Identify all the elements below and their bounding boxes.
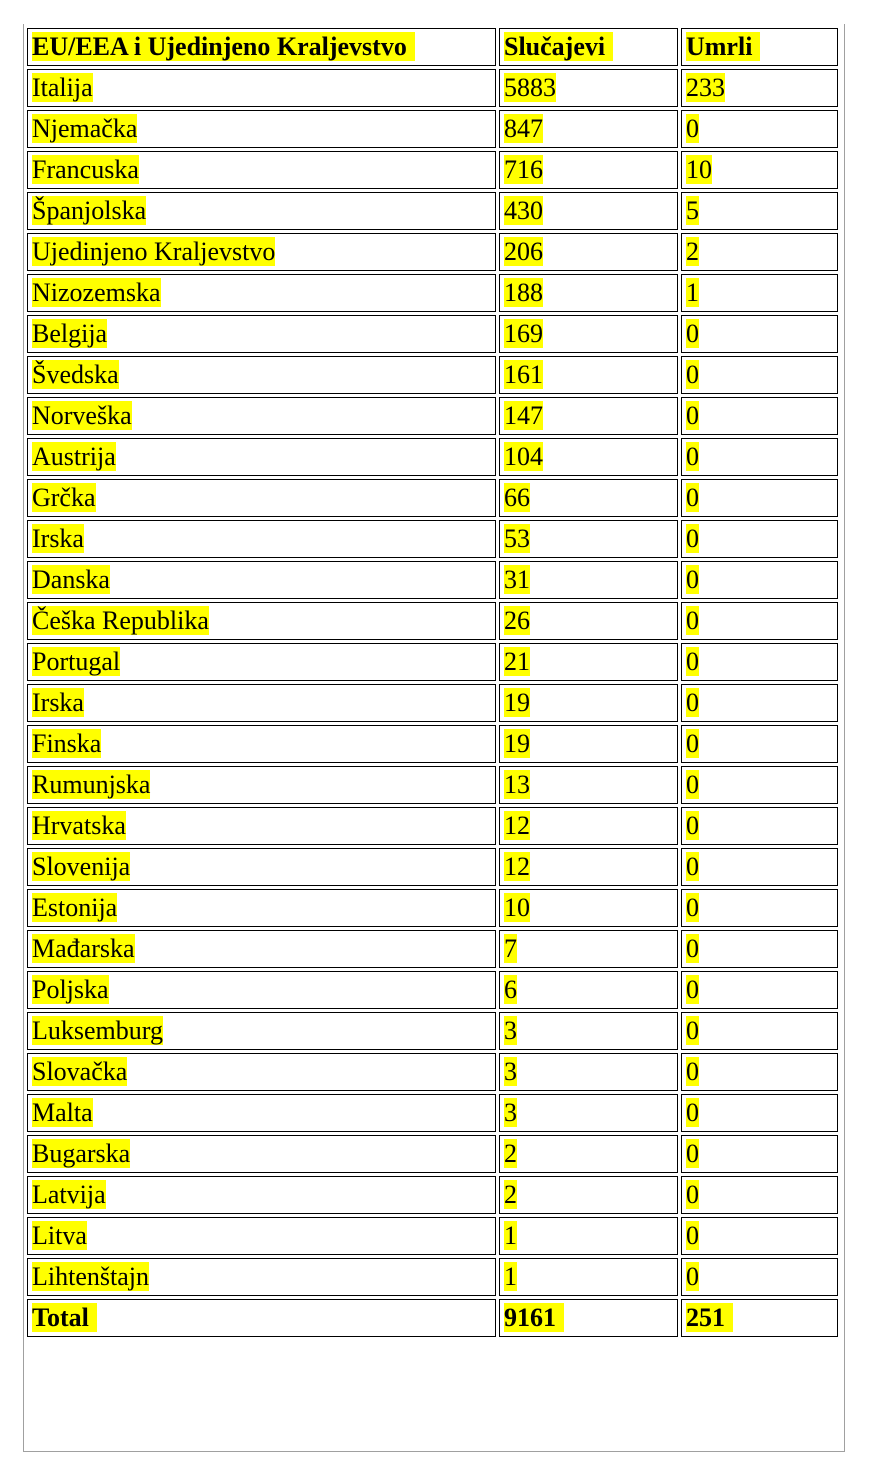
cases-cell bbox=[499, 1012, 678, 1050]
country-cell bbox=[27, 1053, 496, 1091]
table-row bbox=[27, 397, 838, 435]
deaths-cell bbox=[681, 151, 838, 189]
deaths-value: 233 bbox=[686, 73, 725, 102]
deaths-value: 2 bbox=[686, 237, 699, 266]
deaths-cell bbox=[681, 479, 838, 517]
deaths-value: 0 bbox=[686, 1098, 699, 1127]
cases-value: 31 bbox=[504, 565, 530, 594]
deaths-cell bbox=[681, 1094, 838, 1132]
deaths-value: 0 bbox=[686, 647, 699, 676]
cases-cell bbox=[499, 274, 678, 312]
deaths-value: 0 bbox=[686, 524, 699, 553]
deaths-cell bbox=[681, 274, 838, 312]
table-row bbox=[27, 1012, 838, 1050]
country-value: Hrvatska bbox=[32, 811, 126, 840]
deaths-cell bbox=[681, 438, 838, 476]
deaths-value: 0 bbox=[686, 975, 699, 1004]
country-cell bbox=[27, 233, 496, 271]
country-value: Estonija bbox=[32, 893, 118, 922]
deaths-cell bbox=[681, 1012, 838, 1050]
country-cell bbox=[27, 643, 496, 681]
country-cell bbox=[27, 889, 496, 927]
deaths-cell bbox=[681, 889, 838, 927]
country-value: Slovenija bbox=[32, 852, 131, 881]
cases-value: 430 bbox=[504, 196, 543, 225]
table-row bbox=[27, 643, 838, 681]
deaths-value: 0 bbox=[686, 1057, 699, 1086]
deaths-cell bbox=[681, 192, 838, 230]
cases-value: 3 bbox=[504, 1098, 517, 1127]
cases-value: 188 bbox=[504, 278, 543, 307]
deaths-cell bbox=[681, 684, 838, 722]
total-deaths: 251 bbox=[686, 1303, 733, 1332]
cases-value: 2 bbox=[504, 1139, 517, 1168]
table-row bbox=[27, 725, 838, 763]
deaths-value: 0 bbox=[686, 770, 699, 799]
cases-cell bbox=[499, 684, 678, 722]
deaths-value: 0 bbox=[686, 934, 699, 963]
table-row bbox=[27, 1176, 838, 1214]
table-row bbox=[27, 971, 838, 1009]
country-cell bbox=[27, 397, 496, 435]
table-row bbox=[27, 69, 838, 107]
country-value: Švedska bbox=[32, 360, 119, 389]
cases-value: 161 bbox=[504, 360, 543, 389]
total-cases-cell bbox=[499, 1299, 678, 1337]
deaths-value: 0 bbox=[686, 1016, 699, 1045]
country-cell bbox=[27, 438, 496, 476]
deaths-value: 5 bbox=[686, 196, 699, 225]
deaths-value: 0 bbox=[686, 893, 699, 922]
country-cell bbox=[27, 315, 496, 353]
country-value: Poljska bbox=[32, 975, 109, 1004]
deaths-value: 0 bbox=[686, 401, 699, 430]
cases-value: 19 bbox=[504, 729, 530, 758]
deaths-cell bbox=[681, 110, 838, 148]
cases-cell bbox=[499, 397, 678, 435]
country-value: Njemačka bbox=[32, 114, 138, 143]
table-total-row bbox=[27, 1299, 838, 1337]
table-row bbox=[27, 520, 838, 558]
deaths-value: 1 bbox=[686, 278, 699, 307]
country-cell bbox=[27, 151, 496, 189]
country-cell bbox=[27, 1217, 496, 1255]
country-value: Irska bbox=[32, 524, 84, 553]
cases-cell bbox=[499, 315, 678, 353]
deaths-cell bbox=[681, 233, 838, 271]
table-container bbox=[23, 24, 845, 1452]
table-row bbox=[27, 848, 838, 886]
cases-cell bbox=[499, 971, 678, 1009]
deaths-cell bbox=[681, 315, 838, 353]
cases-value: 847 bbox=[504, 114, 543, 143]
country-cell bbox=[27, 520, 496, 558]
country-cell bbox=[27, 356, 496, 394]
cases-value: 147 bbox=[504, 401, 543, 430]
table-row bbox=[27, 356, 838, 394]
cases-value: 716 bbox=[504, 155, 543, 184]
cases-value: 3 bbox=[504, 1016, 517, 1045]
cases-cell bbox=[499, 1053, 678, 1091]
table-row bbox=[27, 151, 838, 189]
deaths-cell bbox=[681, 356, 838, 394]
cases-cell bbox=[499, 110, 678, 148]
cases-value: 6 bbox=[504, 975, 517, 1004]
deaths-cell bbox=[681, 930, 838, 968]
country-value: Češka Republika bbox=[32, 606, 209, 635]
table-row bbox=[27, 1258, 838, 1296]
cases-cell bbox=[499, 1258, 678, 1296]
deaths-value: 0 bbox=[686, 852, 699, 881]
country-value: Nizozemska bbox=[32, 278, 161, 307]
deaths-cell bbox=[681, 971, 838, 1009]
deaths-value: 0 bbox=[686, 360, 699, 389]
cases-value: 66 bbox=[504, 483, 530, 512]
country-cell bbox=[27, 1012, 496, 1050]
deaths-value: 0 bbox=[686, 483, 699, 512]
cases-value: 7 bbox=[504, 934, 517, 963]
table-row bbox=[27, 807, 838, 845]
cases-value: 1 bbox=[504, 1262, 517, 1291]
country-value: Slovačka bbox=[32, 1057, 128, 1086]
header-country-label: EU/EEA i Ujedinjeno Kraljevstvo bbox=[32, 32, 415, 61]
cases-value: 12 bbox=[504, 811, 530, 840]
table-row bbox=[27, 1217, 838, 1255]
country-cell bbox=[27, 69, 496, 107]
country-value: Španjolska bbox=[32, 196, 147, 225]
deaths-cell bbox=[681, 397, 838, 435]
cases-value: 19 bbox=[504, 688, 530, 717]
cases-cell bbox=[499, 520, 678, 558]
cases-value: 21 bbox=[504, 647, 530, 676]
country-cell bbox=[27, 274, 496, 312]
cases-cell bbox=[499, 1176, 678, 1214]
table-row bbox=[27, 1135, 838, 1173]
table-header-row bbox=[27, 28, 838, 66]
country-value: Norveška bbox=[32, 401, 132, 430]
cases-cell bbox=[499, 1094, 678, 1132]
country-cell bbox=[27, 110, 496, 148]
table-row bbox=[27, 1094, 838, 1132]
country-value: Luksemburg bbox=[32, 1016, 163, 1045]
cases-value: 206 bbox=[504, 237, 543, 266]
header-cases-cell bbox=[499, 28, 678, 66]
cases-cell bbox=[499, 602, 678, 640]
country-value: Latvija bbox=[32, 1180, 106, 1209]
cases-value: 169 bbox=[504, 319, 543, 348]
country-cell bbox=[27, 1094, 496, 1132]
country-cell bbox=[27, 602, 496, 640]
cases-value: 2 bbox=[504, 1180, 517, 1209]
total-cases: 9161 bbox=[504, 1303, 564, 1332]
deaths-cell bbox=[681, 1053, 838, 1091]
total-label: Total bbox=[32, 1303, 97, 1332]
cases-cell bbox=[499, 889, 678, 927]
header-deaths-label: Umrli bbox=[686, 32, 760, 61]
deaths-cell bbox=[681, 1217, 838, 1255]
table-row bbox=[27, 561, 838, 599]
table-row bbox=[27, 110, 838, 148]
header-country-cell bbox=[27, 28, 496, 66]
country-value: Finska bbox=[32, 729, 102, 758]
cases-value: 12 bbox=[504, 852, 530, 881]
table-row bbox=[27, 684, 838, 722]
deaths-value: 0 bbox=[686, 1262, 699, 1291]
country-value: Portugal bbox=[32, 647, 121, 676]
cases-cell bbox=[499, 438, 678, 476]
deaths-value: 0 bbox=[686, 729, 699, 758]
country-cell bbox=[27, 684, 496, 722]
country-cell bbox=[27, 971, 496, 1009]
table-row bbox=[27, 192, 838, 230]
deaths-value: 0 bbox=[686, 1221, 699, 1250]
cases-cell bbox=[499, 479, 678, 517]
country-value: Grčka bbox=[32, 483, 96, 512]
deaths-cell bbox=[681, 643, 838, 681]
cases-value: 1 bbox=[504, 1221, 517, 1250]
country-value: Italija bbox=[32, 73, 93, 102]
deaths-cell bbox=[681, 766, 838, 804]
country-value: Bugarska bbox=[32, 1139, 131, 1168]
deaths-value: 0 bbox=[686, 606, 699, 635]
country-cell bbox=[27, 848, 496, 886]
deaths-cell bbox=[681, 69, 838, 107]
deaths-value: 0 bbox=[686, 1180, 699, 1209]
deaths-value: 0 bbox=[686, 114, 699, 143]
deaths-value: 0 bbox=[686, 1139, 699, 1168]
cases-value: 3 bbox=[504, 1057, 517, 1086]
cases-cell bbox=[499, 192, 678, 230]
deaths-value: 0 bbox=[686, 565, 699, 594]
table-row bbox=[27, 479, 838, 517]
deaths-value: 0 bbox=[686, 688, 699, 717]
cases-value: 5883 bbox=[504, 73, 556, 102]
country-cell bbox=[27, 479, 496, 517]
country-cell bbox=[27, 561, 496, 599]
table-row bbox=[27, 233, 838, 271]
country-cell bbox=[27, 807, 496, 845]
country-value: Irska bbox=[32, 688, 84, 717]
deaths-cell bbox=[681, 1135, 838, 1173]
cases-cell bbox=[499, 1217, 678, 1255]
deaths-cell bbox=[681, 561, 838, 599]
cases-cell bbox=[499, 69, 678, 107]
country-value: Lihtenštajn bbox=[32, 1262, 149, 1291]
cases-cell bbox=[499, 766, 678, 804]
cases-cell bbox=[499, 643, 678, 681]
country-value: Danska bbox=[32, 565, 110, 594]
deaths-cell bbox=[681, 520, 838, 558]
cases-cell bbox=[499, 233, 678, 271]
deaths-value: 0 bbox=[686, 319, 699, 348]
deaths-cell bbox=[681, 1176, 838, 1214]
cases-value: 10 bbox=[504, 893, 530, 922]
cases-cell bbox=[499, 807, 678, 845]
deaths-value: 0 bbox=[686, 442, 699, 471]
header-deaths-cell bbox=[681, 28, 838, 66]
country-value: Malta bbox=[32, 1098, 93, 1127]
country-cell bbox=[27, 766, 496, 804]
deaths-cell bbox=[681, 725, 838, 763]
header-cases-label: Slučajevi bbox=[504, 32, 613, 61]
total-deaths-cell bbox=[681, 1299, 838, 1337]
cases-cell bbox=[499, 151, 678, 189]
total-label-cell bbox=[27, 1299, 496, 1337]
table-row bbox=[27, 438, 838, 476]
country-cell bbox=[27, 1135, 496, 1173]
country-value: Litva bbox=[32, 1221, 87, 1250]
table-row bbox=[27, 274, 838, 312]
table-row bbox=[27, 930, 838, 968]
country-cell bbox=[27, 1258, 496, 1296]
country-cell bbox=[27, 1176, 496, 1214]
cases-value: 53 bbox=[504, 524, 530, 553]
deaths-cell bbox=[681, 807, 838, 845]
country-value: Mađarska bbox=[32, 934, 135, 963]
cases-table bbox=[24, 25, 841, 1340]
country-cell bbox=[27, 725, 496, 763]
country-value: Belgija bbox=[32, 319, 108, 348]
country-value: Austrija bbox=[32, 442, 116, 471]
cases-cell bbox=[499, 1135, 678, 1173]
cases-cell bbox=[499, 356, 678, 394]
deaths-cell bbox=[681, 602, 838, 640]
deaths-value: 10 bbox=[686, 155, 712, 184]
table-row bbox=[27, 766, 838, 804]
deaths-cell bbox=[681, 848, 838, 886]
table-row bbox=[27, 315, 838, 353]
cases-value: 104 bbox=[504, 442, 543, 471]
cases-value: 13 bbox=[504, 770, 530, 799]
cases-cell bbox=[499, 561, 678, 599]
cases-value: 26 bbox=[504, 606, 530, 635]
cases-cell bbox=[499, 848, 678, 886]
country-value: Rumunjska bbox=[32, 770, 151, 799]
cases-cell bbox=[499, 930, 678, 968]
country-cell bbox=[27, 192, 496, 230]
country-value: Ujedinjeno Kraljevstvo bbox=[32, 237, 276, 266]
table-row bbox=[27, 1053, 838, 1091]
deaths-cell bbox=[681, 1258, 838, 1296]
country-value: Francuska bbox=[32, 155, 139, 184]
cases-cell bbox=[499, 725, 678, 763]
table-row bbox=[27, 889, 838, 927]
deaths-value: 0 bbox=[686, 811, 699, 840]
table-row bbox=[27, 602, 838, 640]
country-cell bbox=[27, 930, 496, 968]
